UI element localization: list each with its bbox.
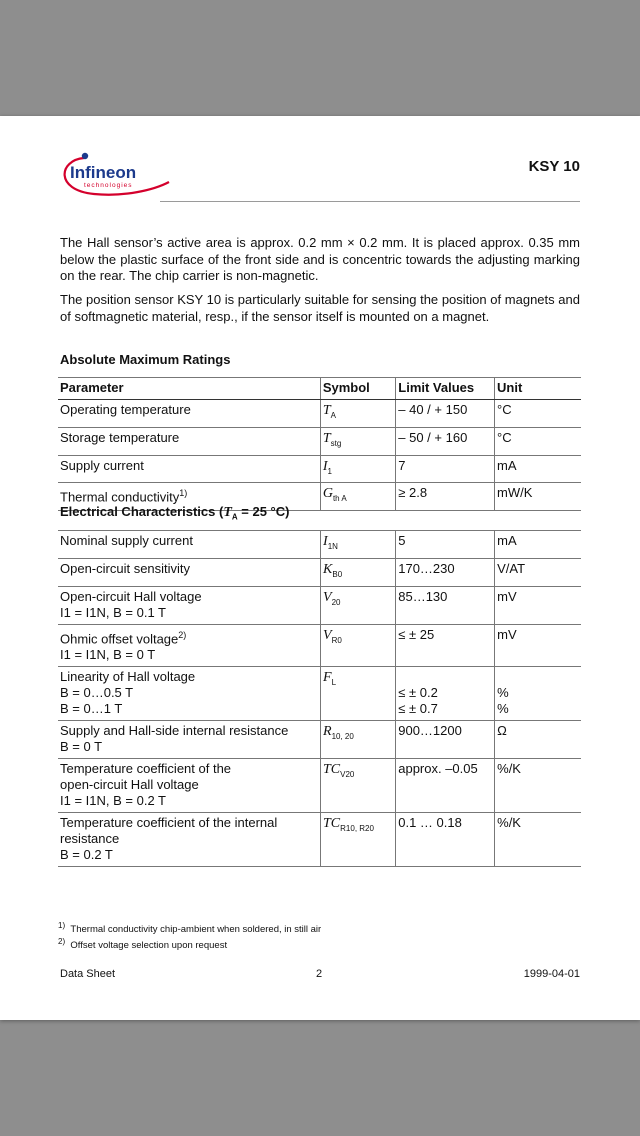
value-cell: 5 <box>396 531 495 559</box>
param-cell: Nominal supply current <box>58 531 321 559</box>
condition-text: I1 = I1N, B = 0 T <box>60 646 156 662</box>
symbol-cell: $V_{20}$ <box>321 586 396 624</box>
footnotes <box>58 920 321 951</box>
table-header-row <box>58 378 581 400</box>
param-cell: Supply current <box>58 455 320 483</box>
abs-max-table <box>58 377 581 511</box>
param-cell: Open-circuit Hall voltage I1 = I1N, B = 0.1 T <box>58 586 321 624</box>
symbol-cell: $I_1$ <box>320 455 395 483</box>
symbol-cell: $G_{th A}$ <box>320 483 395 511</box>
symbol-cell: $TC_{V20}$ <box>321 758 396 812</box>
abs-max-title: Absolute Maximum Ratings <box>60 352 231 367</box>
param-cell: Storage temperature <box>58 427 320 455</box>
unit-cell: °C <box>495 400 581 428</box>
unit-cell: mA <box>495 531 581 559</box>
col-header-parameter: Parameter <box>58 378 320 400</box>
unit-cell: % % <box>495 666 581 720</box>
intro-paragraph-2: The position sensor KSY 10 is particularly suitable for sensing the position of magnets and of softmagnetic material, resp., if the sensor itself is mounted on a magnet. <box>60 292 580 324</box>
symbol-cell: $F_L$ <box>321 666 396 720</box>
header-rule <box>160 201 580 202</box>
footnote-2: $^{2)}$ Offset voltage selection upon request <box>58 936 228 951</box>
condition-text: B = 0…1 T <box>60 700 123 716</box>
col-header-limit-values: Limit Values <box>396 378 495 400</box>
value-cell: 170…230 <box>396 558 495 586</box>
table-row <box>58 720 581 758</box>
value-cell: 7 <box>396 455 495 483</box>
value-cell: – 50 / + 160 <box>396 427 495 455</box>
value-cell: 900…1200 <box>396 720 495 758</box>
footnote-ref[interactable]: 2) <box>178 629 187 640</box>
param-cell: Temperature coefficient of the internal resistance B = 0.2 T <box>58 812 321 866</box>
table-row <box>58 558 581 586</box>
symbol-cell: $R_{10, 20}$ <box>321 720 396 758</box>
param-cell: Temperature coefficient of the open-circuit Hall voltage I1 = I1N, B = 0.2 T <box>58 758 321 812</box>
elec-char-table <box>58 530 581 867</box>
param-cell: Open-circuit sensitivity <box>58 558 321 586</box>
param-cell: Operating temperature <box>58 400 320 428</box>
footer-date: 1999-04-01 <box>523 968 580 980</box>
value-cell: – 40 / + 150 <box>396 400 495 428</box>
footer-doc-type: Data Sheet <box>60 968 116 980</box>
svg-text:Infineon: Infineon <box>70 163 137 182</box>
symbol-cell: $V_{R0}$ <box>321 624 396 666</box>
unit-cell: mV <box>495 624 581 666</box>
intro-paragraph-1: The Hall sensor’s active area is approx. 0.2 mm × 0.2 mm. It is placed approx. 0.35 mm below the plastic surface of the front side and is concentric towards the adjusting marking on the rear. The chip carrier is non-magnetic. <box>60 235 580 283</box>
param-cell: Linearity of Hall voltage B = 0…0.5 T B = 0…1 T <box>58 666 321 720</box>
svg-text:technologies: technologies <box>84 182 133 189</box>
col-header-symbol: Symbol <box>320 378 395 400</box>
unit-cell: %/K <box>495 812 581 866</box>
table-row <box>58 531 581 559</box>
condition-text: I1 = I1N, B = 0.1 T <box>60 604 166 620</box>
symbol-cell: $TC_{R10, R20}$ <box>321 812 396 866</box>
unit-cell: %/K <box>495 758 581 812</box>
table-row <box>58 400 581 428</box>
table-row <box>58 586 581 624</box>
table-row <box>58 427 581 455</box>
table-row <box>58 624 581 666</box>
unit-cell: mW/K <box>495 483 581 511</box>
unit-cell: mV <box>495 586 581 624</box>
table-row <box>58 455 581 483</box>
symbol-cell: $T_A$ <box>320 400 395 428</box>
unit-cell: mA <box>495 455 581 483</box>
condition-text: B = 0…0.5 T <box>60 684 134 700</box>
symbol-cell: $K_{B0}$ <box>321 558 396 586</box>
value-cell: 85…130 <box>396 586 495 624</box>
value-cell: 0.1 … 0.18 <box>396 812 495 866</box>
footer-page-number: 2 <box>316 968 323 980</box>
footnote-ref[interactable]: 1) <box>179 488 188 499</box>
condition-text: B = 0 T <box>60 738 103 754</box>
condition-text: B = 0.2 T <box>60 846 113 862</box>
symbol-cell: $T_{stg}$ <box>320 427 395 455</box>
table-row <box>58 666 581 720</box>
col-header-unit: Unit <box>495 378 581 400</box>
unit-cell: Ω <box>495 720 581 758</box>
param-cell: Thermal conductivity$^{1)}$ <box>58 483 320 511</box>
param-cell: Supply and Hall-side internal resistance B = 0 T <box>58 720 321 758</box>
table-row <box>58 812 581 866</box>
document-page <box>0 116 640 1020</box>
document-id: KSY 10 <box>528 158 580 175</box>
value-cell: ≥ 2.8 <box>396 483 495 511</box>
footnote-1: $^{1)}$ Thermal conductivity chip-ambient when soldered, in still air <box>58 921 322 936</box>
unit-cell: V/AT <box>495 558 581 586</box>
symbol-cell: $I_{1N}$ <box>321 531 396 559</box>
unit-cell: °C <box>495 427 581 455</box>
param-cell: Ohmic offset voltage$^{2)}$ I1 = I1N, B = 0 T <box>58 624 321 666</box>
table-row <box>58 758 581 812</box>
value-cell: ≤ ± 25 <box>396 624 495 666</box>
infineon-logo <box>54 150 174 206</box>
elec-char-title: Electrical Characteristics ($T_A = 25$ °C) <box>60 504 290 522</box>
value-cell: ≤ ± 0.2 ≤ ± 0.7 <box>396 666 495 720</box>
condition-text: I1 = I1N, B = 0.2 T <box>60 792 166 808</box>
value-cell: approx. –0.05 <box>396 758 495 812</box>
